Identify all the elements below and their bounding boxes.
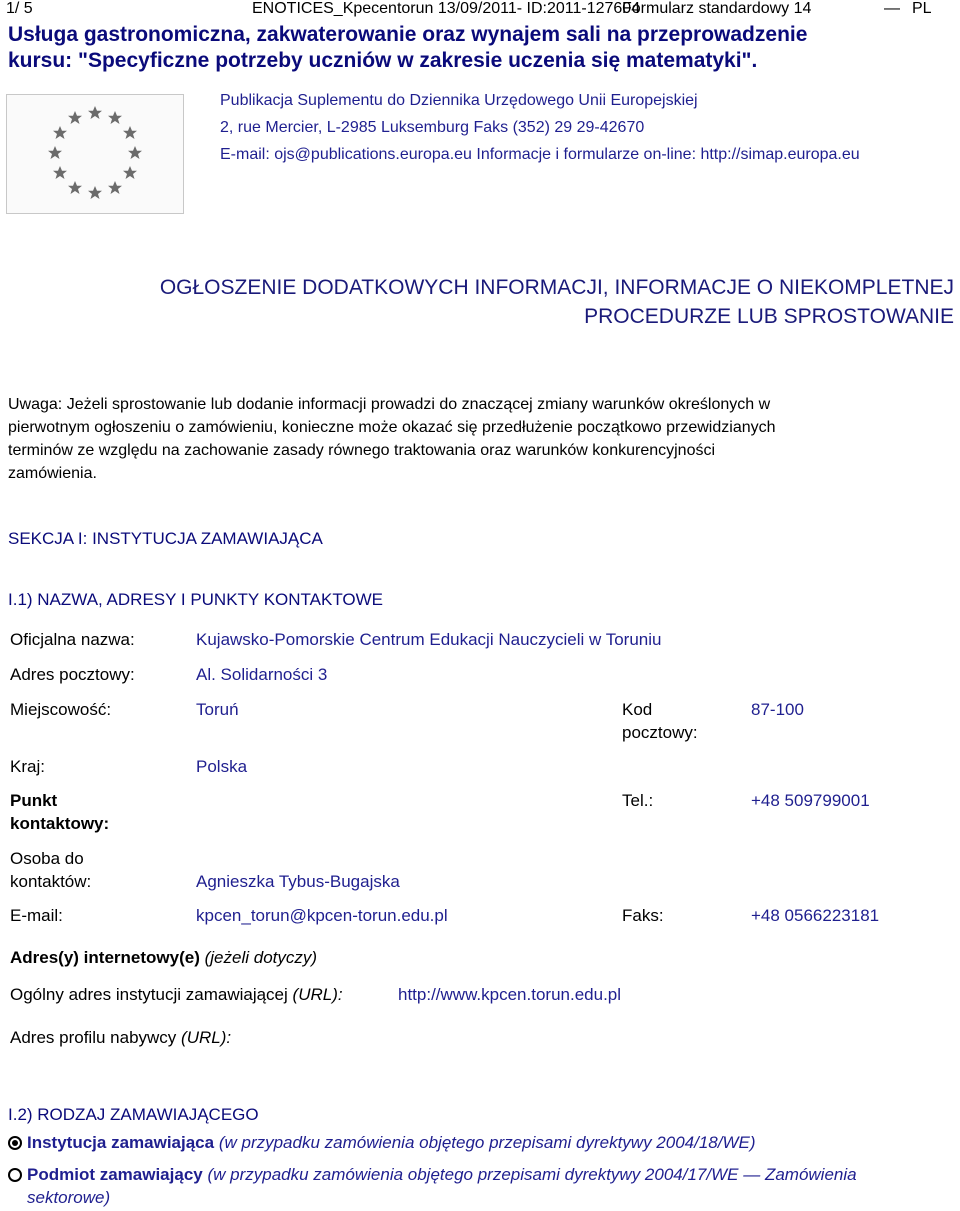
city-label: Miejscowość: — [10, 700, 112, 719]
notice-heading-line2: PROCEDURZE LUB SPROSTOWANIE — [584, 305, 954, 328]
warning-line1: Uwaga: Jeżeli sprostowanie lub dodanie informacji prowadzi do znaczącej zmiany warunków określonych w — [8, 396, 771, 413]
contact-person-label-line2: kontaktów: — [10, 872, 92, 891]
official-name-label: Oficjalna nazwa: — [10, 630, 135, 649]
general-url-suffix: (URL): — [292, 985, 343, 1004]
publication-line3: E-mail: ojs@publications.europa.eu Informacje i formularze on-line: http://simap.europa.eu — [220, 146, 860, 163]
internet-addresses-heading — [10, 948, 317, 968]
postcode-value: 87-100 — [751, 700, 804, 719]
fax-label: Faks: — [622, 906, 664, 925]
page-number: 1/ 5 — [6, 0, 33, 17]
option-contracting-authority — [27, 1133, 756, 1153]
tel-label: Tel.: — [622, 791, 654, 810]
notice-title-line1: Usługa gastronomiczna, zakwaterowanie oraz wynajem sali na przeprowadzenie — [8, 23, 808, 46]
contact-point-label-line2: kontaktowy: — [10, 814, 110, 833]
contact-person-value: Agnieszka Tybus-Bugajska — [196, 872, 400, 891]
contact-person-label-line1: Osoba do — [10, 849, 84, 868]
option1-note: (w przypadku zamówienia objętego przepisami dyrektywy 2004/18/WE) — [218, 1133, 756, 1152]
subsection-heading-2: I.2) RODZAJ ZAMAWIAJĄCEGO — [8, 1105, 259, 1124]
postal-address-value: Al. Solidarności 3 — [196, 665, 328, 684]
option2-label: Podmiot zamawiający — [27, 1165, 203, 1184]
city-value: Toruń — [196, 700, 239, 719]
buyer-profile-suffix: (URL): — [181, 1028, 232, 1047]
country-value: Polska — [196, 757, 248, 776]
publication-line1: Publikacja Suplementu do Dziennika Urzędowego Unii Europejskiej — [220, 92, 698, 109]
publication-line2: 2, rue Mercier, L-2985 Luksemburg Faks (352) 29 29-42670 — [220, 119, 645, 136]
document-id: ENOTICES_Kpecentorun 13/09/2011- ID:2011-127604 — [252, 0, 641, 17]
fax-value: +48 0566223181 — [751, 906, 880, 925]
country-label: Kraj: — [10, 757, 45, 776]
internet-addresses-label: Adres(y) internetowy(e) — [10, 948, 200, 967]
email-label: E-mail: — [10, 906, 63, 925]
radio-unselected-icon[interactable] — [8, 1168, 22, 1182]
general-url-link[interactable]: http://www.kpcen.torun.edu.pl — [398, 985, 622, 1004]
subsection-heading-1: I.1) NAZWA, ADRESY I PUNKTY KONTAKTOWE — [8, 590, 384, 609]
language-code: PL — [912, 0, 932, 17]
option2-note-line2: sektorowe) — [27, 1188, 111, 1207]
notice-title-line2: kursu: "Specyficzne potrzeby uczniów w zakresie uczenia się matematyki". — [8, 49, 758, 72]
warning-line2: pierwotnym ogłoszeniu o zamówieniu, konieczne może okazać się przedłużenie początkowo przewidzianych — [8, 419, 776, 436]
postal-address-label: Adres pocztowy: — [10, 665, 135, 684]
email-link[interactable]: kpcen_torun@kpcen-torun.edu.pl — [196, 906, 448, 925]
contact-point-label-line1: Punkt — [10, 791, 58, 810]
option-contracting-entity — [27, 1165, 857, 1185]
buyer-profile-row — [10, 1028, 231, 1048]
eu-stars-logo — [6, 94, 184, 214]
warning-line3: terminów ze względu na zachowanie zasady równego traktowania oraz warunków konkurencyjności — [8, 442, 716, 459]
option2-note: (w przypadku zamówienia objętego przepisami dyrektywy 2004/17/WE — Zamówienia — [207, 1165, 857, 1184]
tel-value: +48 509799001 — [751, 791, 870, 810]
internet-addresses-note: (jeżeli dotyczy) — [204, 948, 318, 967]
option1-label: Instytucja zamawiająca — [27, 1133, 215, 1152]
radio-selected-icon[interactable] — [8, 1136, 22, 1150]
postcode-label-line2: pocztowy: — [622, 723, 698, 742]
general-url-label: Ogólny adres instytucji zamawiającej — [10, 985, 288, 1004]
notice-heading-line1: OGŁOSZENIE DODATKOWYCH INFORMACJI, INFORMACJE O NIEKOMPLETNEJ — [159, 276, 954, 299]
eu-stars-icon — [7, 95, 183, 213]
header-dash: — — [884, 0, 900, 17]
section-heading: SEKCJA I: INSTYTUCJA ZAMAWIAJĄCA — [8, 529, 323, 548]
form-name: Formularz standardowy 14 — [622, 0, 812, 17]
general-url-row — [10, 985, 343, 1005]
buyer-profile-label: Adres profilu nabywcy — [10, 1028, 177, 1047]
postcode-label-line1: Kod — [622, 700, 653, 719]
warning-line4: zamówienia. — [8, 465, 97, 482]
official-name-value: Kujawsko-Pomorskie Centrum Edukacji Nauczycieli w Toruniu — [196, 630, 662, 649]
